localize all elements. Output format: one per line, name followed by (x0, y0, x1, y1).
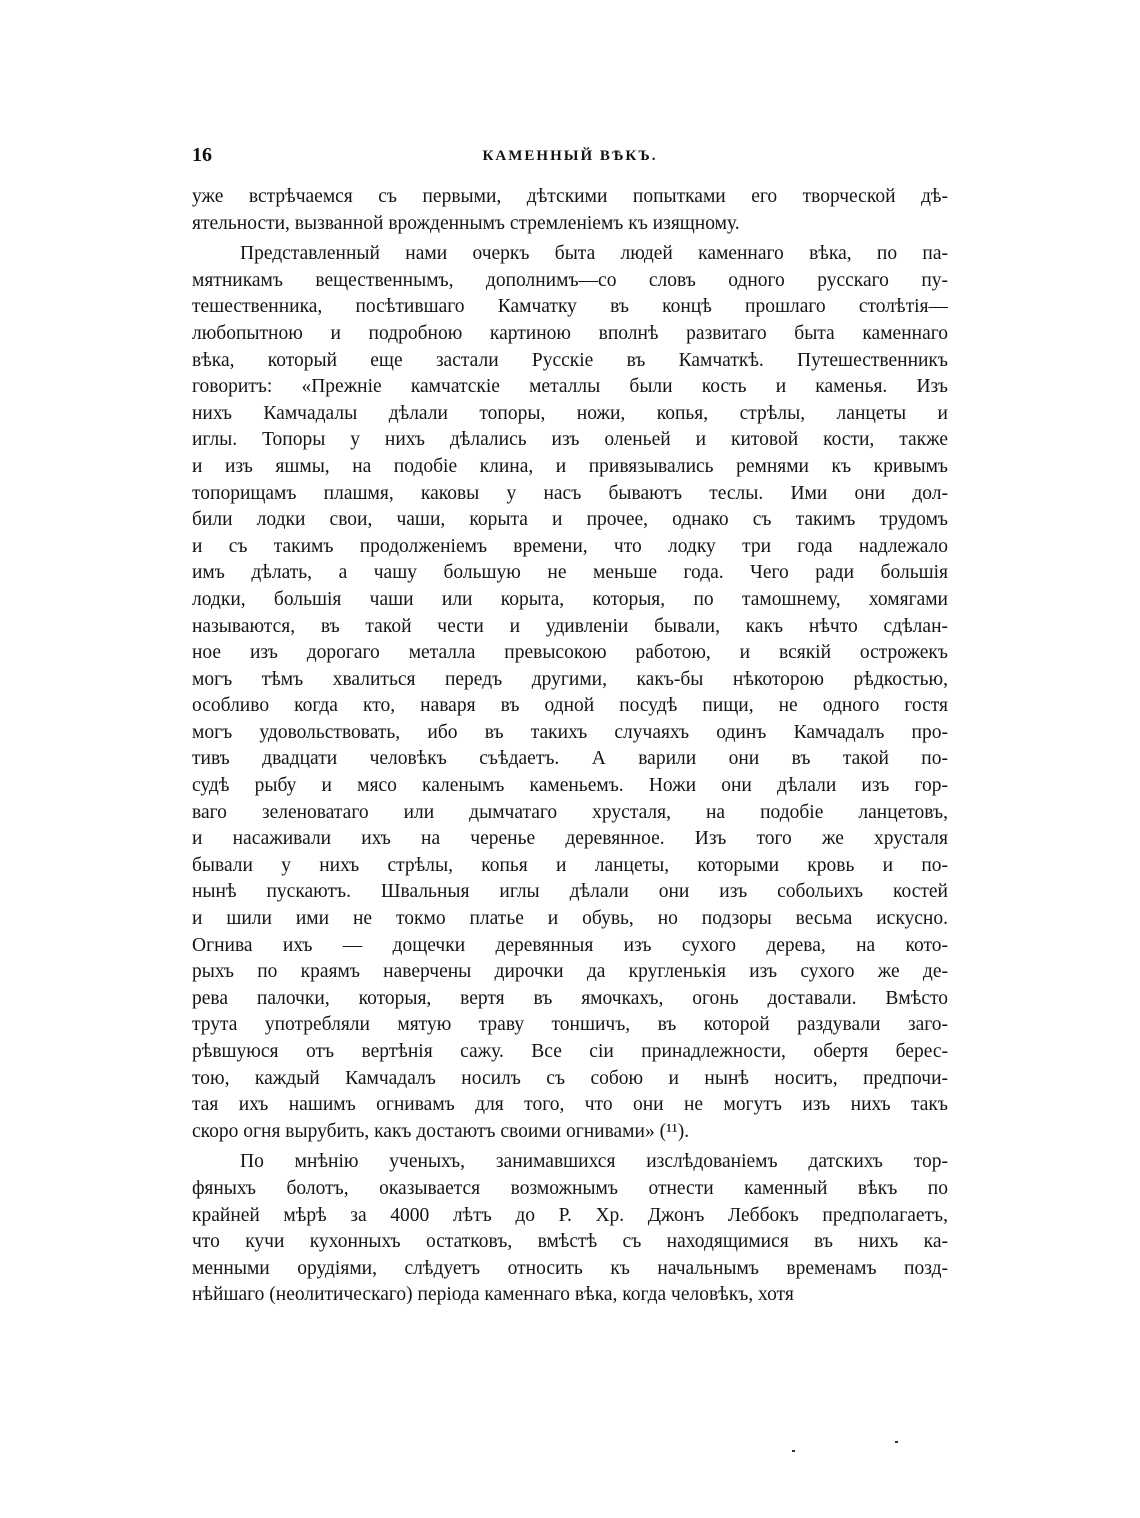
text-line: нихъ Камчадалы дѣлали топоры, ножи, копья, стрѣлы, ланцеты и (192, 402, 948, 424)
text-line: любопытною и подробною картиною вполнѣ развитаго быта каменнаго (192, 322, 948, 344)
text-line: могъ удовольствовать, ибо въ такихъ случаяхъ одинъ Камчадалъ про- (192, 721, 948, 743)
text-line: скоро огня вырубить, какъ достаютъ своими огнивами» (¹¹). (192, 1120, 690, 1142)
text-line: ятельности, вызванной врожденнымъ стремленіемъ къ изящному. (192, 212, 740, 234)
text-line: и съ такимъ продолженіемъ времени, что лодку три года надлежало (192, 535, 948, 557)
text-line: мятникамъ вещественнымъ, дополнимъ—со словъ одного русскаго пу- (192, 269, 948, 291)
running-head: КАМЕННЫЙ ВѢКЪ. (482, 148, 658, 164)
text-line: могъ тѣмъ хвалиться передъ другими, какъ-бы нѣкоторою рѣдкостью, (192, 668, 948, 690)
text-line: судѣ рыбу и мясо каленымъ каменьемъ. Ножи они дѣлали изъ гор- (192, 775, 948, 797)
text-line: тивъ двадцати человѣкъ съѣдаетъ. А варили они въ такой по- (192, 748, 948, 770)
text-line: нынѣ пускаютъ. Швальныя иглы дѣлали они изъ собольихъ костей (192, 881, 948, 903)
scan-speck (895, 1441, 898, 1443)
page-number: 16 (192, 144, 212, 166)
text-line: ное изъ дорогаго металла превысокою работою, и всякій острожекъ (192, 642, 948, 664)
text-line: трута употребляли мятую траву тоншичъ, въ которой раздували заго- (192, 1014, 948, 1036)
text-line: что кучи кухонныхъ остатковъ, вмѣстѣ съ находящимися въ нихъ ка- (192, 1231, 948, 1253)
text-line: имъ дѣлать, а чашу большую не меньше года. Чего ради большія (192, 562, 948, 584)
text-line: рева палочки, которыя, вертя въ ямочкахъ, огонь доставали. Вмѣсто (192, 987, 948, 1009)
paragraph (192, 1149, 948, 1309)
text-line: тою, каждый Камчадалъ носилъ съ собою и нынѣ носитъ, предпочи- (192, 1067, 948, 1089)
text-line: и шили ими не токмо платье и обувь, но подзоры весьма искусно. (192, 908, 948, 930)
text-line: и насаживали ихъ на черенье деревянное. Изъ того же хрусталя (192, 828, 948, 850)
text-line: топорищамъ плашмя, каковы у насъ бываютъ теслы. Ими они дол- (192, 482, 948, 504)
body-text (192, 184, 948, 1309)
text-line: вѣка, который еще застали Русскіе въ Камчаткѣ. Путешественникъ (192, 349, 948, 371)
text-line: менными орудіями, слѣдуетъ относить къ начальнымъ временамъ позд- (192, 1257, 948, 1279)
text-line: били лодки свои, чаши, корыта и прочее, однако съ такимъ трудомъ (192, 509, 948, 531)
text-line: нѣйшаго (неолитическаго) періода каменнаго вѣка, когда человѣкъ, хотя (192, 1284, 794, 1306)
text-line: называются, въ такой чести и удивленіи бывали, какъ нѣчто сдѣлан- (192, 615, 948, 637)
text-line: и изъ яшмы, на подобіе клина, и привязывались ремнями къ кривымъ (192, 455, 948, 477)
text-line: Представленный нами очеркъ быта людей каменнаго вѣка, по па- (240, 243, 948, 265)
text-line: бывали у нихъ стрѣлы, копья и ланцеты, которыми кровь и по- (192, 854, 948, 876)
text-line: фяныхъ болотъ, оказывается возможнымъ отнести каменный вѣкъ по (192, 1177, 948, 1199)
paragraph (192, 184, 948, 237)
paragraph (192, 241, 948, 1145)
text-line: особливо когда кто, наваря въ одной посудѣ пищи, не одного гостя (192, 695, 948, 717)
scan-speck (792, 1450, 795, 1452)
text-line: лодки, большія чаши или корыта, которыя, по тамошнему, хомягами (192, 588, 948, 610)
text-line: тешественника, посѣтившаго Камчатку въ концѣ прошлаго столѣтія— (192, 296, 948, 318)
page-header (192, 144, 948, 172)
text-line: иглы. Топоры у нихъ дѣлались изъ оленьей и китовой кости, также (192, 429, 948, 451)
text-line: тая ихъ нашимъ огнивамъ для того, что они не могутъ изъ нихъ такъ (192, 1094, 948, 1116)
text-line: Огнива ихъ — дощечки деревянныя изъ сухого дерева, на кото- (192, 934, 948, 956)
text-line: уже встрѣчаемся съ первыми, дѣтскими попытками его творческой дѣ- (192, 186, 948, 207)
text-line: рѣвшуюся отъ вертѣнія сажу. Все сіи принадлежности, обертя берес- (192, 1041, 948, 1062)
text-line: рыхъ по краямъ наверчены дирочки да кругленькія изъ сухого же де- (192, 961, 948, 983)
text-line: По мнѣнію ученыхъ, занимавшихся изслѣдованіемъ датскихъ тор- (240, 1151, 948, 1173)
text-line: говоритъ: «Прежніе камчатскіе металлы были кость и каменья. Изъ (192, 376, 948, 398)
text-line: ваго зеленоватаго или дымчатаго хрусталя, на подобіе ланцетовъ, (192, 801, 948, 823)
text-line: крайней мѣрѣ за 4000 лѣтъ до Р. Хр. Джонъ Леббокъ предполагаетъ, (192, 1204, 948, 1226)
